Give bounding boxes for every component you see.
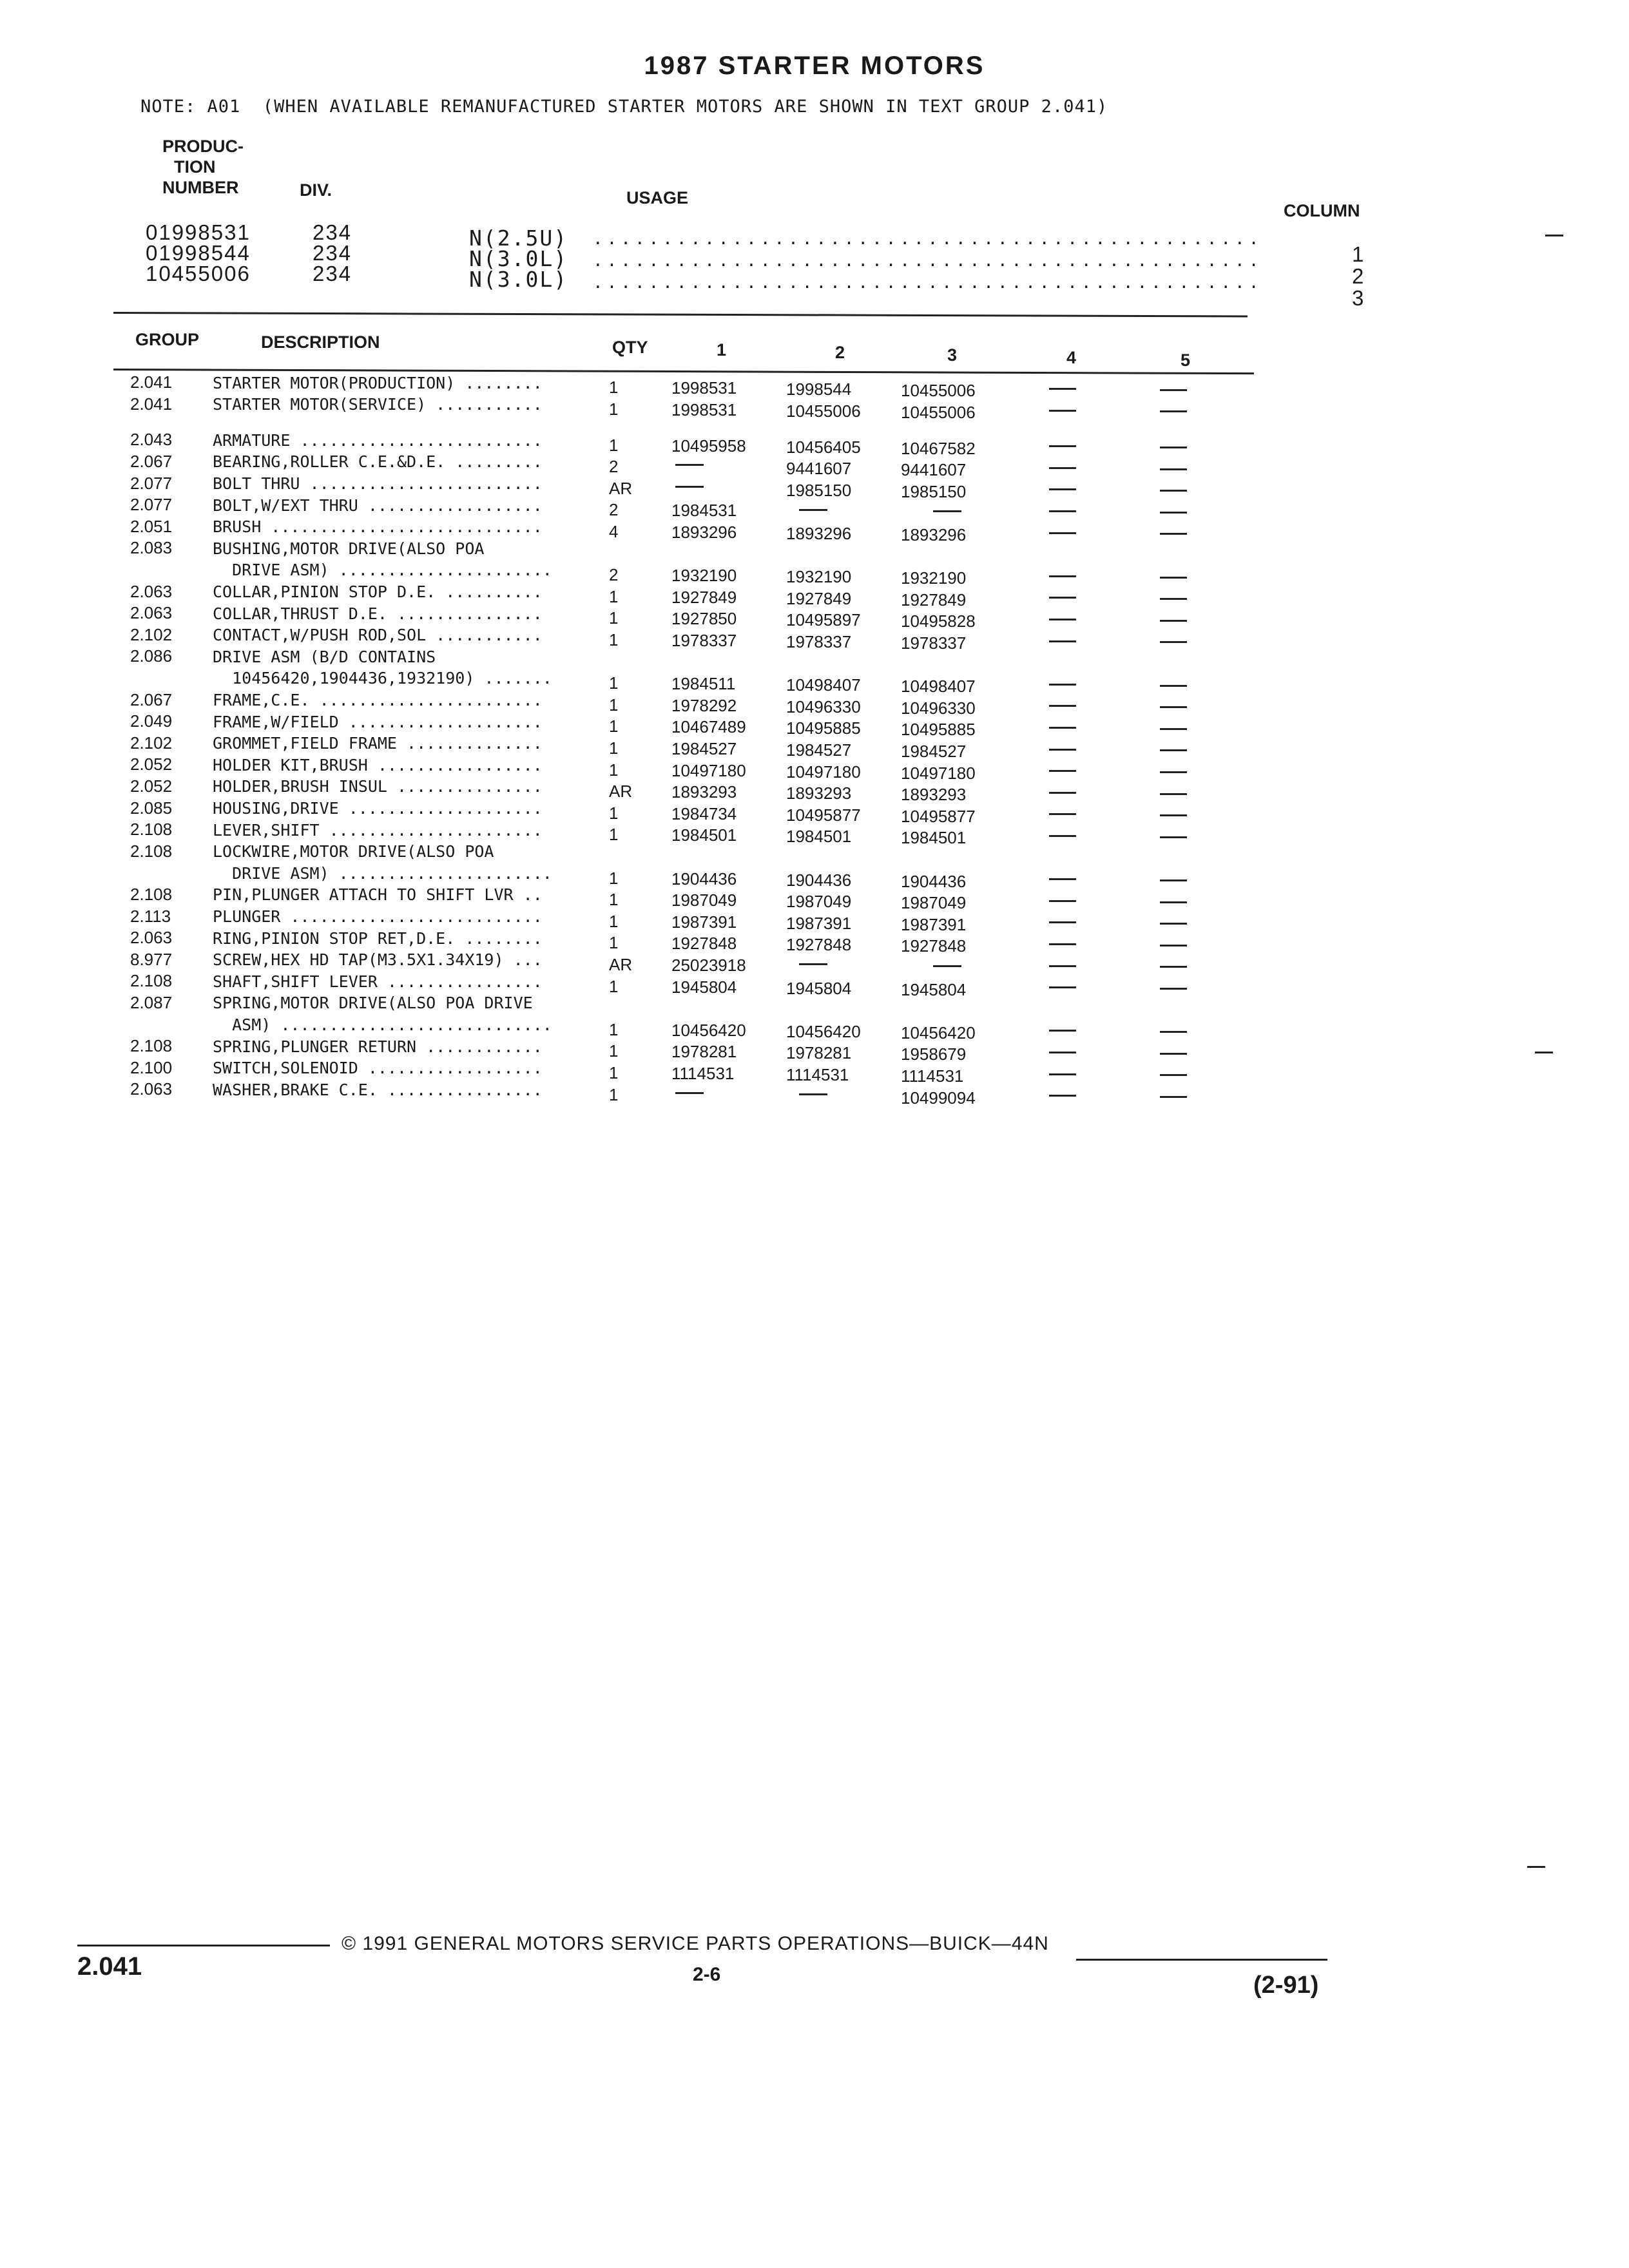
production-column: 1 (1352, 242, 1364, 266)
column-3-part: 10499094 (901, 1088, 976, 1108)
description-cell: BRUSH ............................ (213, 517, 543, 537)
production-number: 10455006 (146, 262, 251, 285)
column-1-part: 1927848 (671, 934, 737, 954)
column-3-part: 1904436 (901, 871, 967, 891)
group-cell: 2.063 (130, 581, 173, 601)
column-2-part: 1904436 (786, 870, 852, 890)
qty-cell: 4 (609, 521, 619, 541)
group-cell: 2.085 (130, 798, 173, 818)
column-2-header: 2 (835, 343, 845, 362)
column-2-part: 1987391 (786, 913, 852, 933)
group-cell: 2.102 (130, 624, 173, 644)
description-cell: CONTACT,W/PUSH ROD,SOL ........... (213, 626, 543, 645)
qty-cell: 1 (609, 695, 619, 715)
column-2-part: 1978337 (786, 632, 852, 652)
description-cell: DRIVE ASM) ...................... (213, 863, 552, 883)
column-2-part: 10455006 (786, 401, 861, 421)
qty-cell: 1 (609, 976, 619, 996)
column-4-dash (1049, 727, 1076, 729)
production-usage: N(3.0L) (469, 267, 568, 292)
production-column: 3 (1352, 286, 1364, 310)
group-cell: 2.051 (130, 516, 173, 536)
column-4-dash (1049, 813, 1076, 815)
table-top-rule (113, 312, 1248, 318)
column-2-part: 1998544 (786, 380, 852, 399)
qty-cell: 1 (609, 738, 619, 758)
column-5-header: 5 (1181, 351, 1191, 370)
column-5-dash (1160, 793, 1187, 795)
column-4-dash (1049, 532, 1076, 534)
column-5-dash (1160, 988, 1187, 990)
column-5-dash (1160, 814, 1187, 816)
footer-rule-left (77, 1945, 330, 1946)
qty-cell: AR (609, 478, 633, 498)
margin-mark (1545, 235, 1563, 236)
column-2-part: 1987049 (786, 892, 852, 912)
column-2-part: 1984527 (786, 740, 852, 760)
column-4-dash (1049, 597, 1076, 599)
qty-cell: 1 (609, 673, 619, 693)
group-cell: 2.077 (130, 473, 173, 493)
group-cell: 2.086 (130, 646, 173, 666)
column-2-part: 10495877 (786, 805, 861, 825)
column-1-part: 1893296 (671, 523, 737, 543)
column-5-dash (1160, 879, 1187, 881)
column-1-part: 1984501 (671, 825, 737, 845)
description-cell: LEVER,SHIFT ...................... (213, 820, 543, 840)
column-3-part: 1987391 (901, 914, 967, 934)
column-1-part: 1987049 (671, 890, 737, 910)
column-2-part: 1927848 (786, 935, 852, 955)
footer-page-number: 2-6 (693, 1964, 721, 1985)
column-4-dash (1049, 749, 1076, 751)
column-1-part: 1904436 (671, 869, 737, 889)
column-5-dash (1160, 389, 1187, 391)
description-cell: COLLAR,THRUST D.E. ............... (213, 604, 543, 623)
footer-group-code: 2.041 (77, 1952, 142, 1981)
group-cell: 2.043 (130, 430, 173, 450)
description-cell: ASM) ............................ (213, 1015, 552, 1035)
description-cell: STARTER MOTOR(PRODUCTION) ........ (213, 373, 543, 392)
column-2-part: 10456405 (786, 437, 861, 457)
description-cell: BOLT,W/EXT THRU .................. (213, 495, 543, 515)
description-cell: BOLT THRU ........................ (213, 474, 543, 494)
column-1-part: 1998531 (671, 400, 737, 420)
description-cell: SPRING,PLUNGER RETURN ............ (213, 1037, 543, 1056)
column-4-dash (1049, 619, 1076, 620)
column-3-part: 10456420 (901, 1023, 976, 1043)
column-2-part: 1984501 (786, 827, 852, 847)
column-1-part: 10497180 (671, 760, 746, 780)
column-1-part: 1978337 (671, 631, 737, 651)
column-1-part: 1927850 (671, 609, 737, 629)
empty-part-dash (799, 509, 827, 511)
group-cell: 2.067 (130, 452, 173, 472)
column-1-part: 10456420 (671, 1020, 746, 1040)
production-usage: N(2.5U) (469, 226, 568, 251)
column-5-dash (1160, 1053, 1187, 1055)
qty-cell: 1 (609, 716, 619, 736)
column-5-dash (1160, 447, 1187, 448)
column-1-part: 1932190 (671, 566, 737, 586)
column-4-dash (1049, 467, 1076, 469)
column-5-dash (1160, 1096, 1187, 1098)
qty-column-header: QTY (612, 338, 648, 357)
qty-cell: 1 (609, 760, 619, 780)
column-5-dash (1160, 749, 1187, 751)
group-cell: 2.063 (130, 603, 173, 623)
column-4-dash (1049, 1030, 1076, 1032)
column-5-dash (1160, 641, 1187, 643)
column-3-part: 1927848 (901, 936, 967, 956)
group-cell: 2.083 (130, 538, 173, 558)
column-2-part: 10495897 (786, 610, 861, 630)
column-2-part: 9441607 (786, 459, 852, 479)
group-cell: 2.102 (130, 733, 173, 753)
description-cell: SHAFT,SHIFT LEVER ................ (213, 972, 543, 991)
qty-cell: 1 (609, 435, 619, 455)
qty-cell: 1 (609, 608, 619, 628)
column-4-dash (1049, 445, 1076, 447)
column-3-part: 1987049 (901, 893, 967, 913)
description-cell: LOCKWIRE,MOTOR DRIVE(ALSO POA (213, 842, 494, 861)
group-cell: 2.049 (130, 711, 173, 731)
column-2-part: 1927849 (786, 588, 852, 608)
qty-cell: 1 (609, 825, 619, 845)
description-cell: PIN,PLUNGER ATTACH TO SHIFT LVR .. (213, 885, 543, 905)
column-5-dash (1160, 577, 1187, 579)
column-5-dash (1160, 1031, 1187, 1033)
group-cell: 2.108 (130, 820, 173, 840)
qty-cell: 1 (609, 868, 619, 888)
group-cell: 2.041 (130, 372, 173, 392)
description-cell: SPRING,MOTOR DRIVE(ALSO POA DRIVE (213, 994, 533, 1013)
qty-cell: 1 (609, 911, 619, 931)
column-3-part: 1945804 (901, 979, 967, 999)
qty-cell: 1 (609, 629, 619, 649)
description-cell: BUSHING,MOTOR DRIVE(ALSO POA (213, 539, 485, 558)
column-1-part: 1945804 (671, 977, 737, 997)
group-cell: 2.108 (130, 885, 173, 905)
column-3-part: 1893296 (901, 524, 967, 544)
column-5-dash (1160, 533, 1187, 535)
column-4-dash (1049, 943, 1076, 945)
column-3-part: 1958679 (901, 1044, 967, 1064)
column-5-dash (1160, 945, 1187, 947)
description-cell: PLUNGER .......................... (213, 907, 543, 927)
column-3-part: 10498407 (901, 677, 976, 697)
column-1-part: 25023918 (671, 956, 746, 975)
column-4-dash (1049, 1052, 1076, 1053)
column-1-header: 1 (717, 340, 727, 360)
column-2-part: 1893296 (786, 524, 852, 544)
qty-cell: 2 (609, 565, 619, 585)
column-5-dash (1160, 490, 1187, 492)
column-1-part: 1927849 (671, 587, 737, 607)
qty-cell: 1 (609, 1041, 619, 1061)
column-1-part: 1998531 (671, 378, 737, 398)
column-2-part: 10456420 (786, 1021, 861, 1041)
column-1-part: 10495958 (671, 436, 746, 456)
column-3-part: 10495885 (901, 720, 976, 740)
column-3-part: 10467582 (901, 438, 976, 458)
column-3-part: 1978337 (901, 633, 967, 653)
qty-cell: 1 (609, 803, 619, 823)
group-cell: 2.067 (130, 689, 173, 709)
group-cell: 8.977 (130, 949, 173, 969)
qty-cell: 1 (609, 399, 619, 419)
qty-cell: 1 (609, 586, 619, 606)
column-3-part: 1893293 (901, 785, 967, 805)
description-cell: SWITCH,SOLENOID .................. (213, 1059, 543, 1078)
qty-cell: AR (609, 782, 633, 802)
production-column: 2 (1352, 264, 1364, 288)
production-number: 01998544 (146, 241, 251, 265)
column-1-part: 1984527 (671, 739, 737, 759)
description-cell: STARTER MOTOR(SERVICE) ........... (213, 395, 543, 414)
column-5-dash (1160, 620, 1187, 622)
column-2-part: 1985150 (786, 480, 852, 500)
column-2-part: 1932190 (786, 567, 852, 587)
empty-part-dash (675, 486, 704, 488)
empty-part-dash (933, 965, 961, 967)
column-2-part: 10496330 (786, 697, 861, 716)
column-2-part: 1945804 (786, 978, 852, 998)
qty-cell: 2 (609, 500, 619, 520)
column-2-part: 1978281 (786, 1043, 852, 1063)
qty-cell: 1 (609, 378, 619, 398)
column-1-part: 10467489 (671, 717, 746, 737)
column-4-dash (1049, 705, 1076, 707)
column-4-dash (1049, 488, 1076, 490)
column-5-dash (1160, 728, 1187, 730)
column-2-part: 1114531 (786, 1065, 849, 1085)
column-5-dash (1160, 512, 1187, 514)
column-4-dash (1049, 575, 1076, 577)
footer-rule-right (1076, 1959, 1327, 1961)
column-4-dash (1049, 1095, 1076, 1097)
column-2-part: 10497180 (786, 762, 861, 782)
group-column-header: GROUP (135, 330, 200, 349)
description-cell: ARMATURE ......................... (213, 430, 543, 450)
group-cell: 2.052 (130, 754, 173, 774)
column-3-part: 1927849 (901, 590, 967, 610)
column-1-part: 1984531 (671, 501, 737, 521)
column-2-part: 10495885 (786, 718, 861, 738)
qty-cell: 1 (609, 1062, 619, 1082)
qty-cell: 1 (609, 933, 619, 953)
column-1-part: 1114531 (671, 1064, 735, 1084)
column-4-header: 4 (1066, 348, 1077, 367)
group-cell: 2.108 (130, 971, 173, 991)
column-2-part: 10498407 (786, 675, 861, 695)
column-4-dash (1049, 684, 1076, 686)
description-cell: GROMMET,FIELD FRAME .............. (213, 734, 543, 753)
production-number: 01998531 (146, 220, 251, 244)
column-1-part: 1987391 (671, 912, 737, 932)
group-cell: 2.077 (130, 495, 173, 515)
column-5-dash (1160, 706, 1187, 708)
margin-mark (1535, 1052, 1553, 1053)
column-4-dash (1049, 835, 1076, 837)
column-3-part: 10495828 (901, 611, 976, 631)
column-5-dash (1160, 598, 1187, 600)
production-header-line3: NUMBER (162, 178, 239, 197)
column-header: COLUMN (1284, 201, 1360, 220)
leader-dots: ................................................ (593, 229, 1263, 249)
note-text: NOTE: A01 (WHEN AVAILABLE REMANUFACTURED STARTER MOTORS ARE SHOWN IN TEXT GROUP 2.041) (140, 97, 1108, 117)
column-3-part: 1932190 (901, 568, 967, 588)
qty-cell: 1 (609, 1019, 619, 1039)
group-cell: 2.113 (130, 906, 171, 926)
column-5-dash (1160, 410, 1187, 412)
column-2-part: 1893293 (786, 783, 852, 803)
description-cell: 10456420,1904436,1932190) ....... (213, 669, 552, 688)
description-column-header: DESCRIPTION (261, 332, 380, 352)
column-3-part: 10496330 (901, 698, 976, 718)
description-cell: COLLAR,PINION STOP D.E. .......... (213, 582, 543, 602)
column-5-dash (1160, 966, 1187, 968)
column-1-part: 1978292 (671, 695, 737, 715)
column-5-dash (1160, 923, 1187, 925)
column-3-part: 10497180 (901, 763, 976, 783)
column-4-dash (1049, 921, 1076, 923)
empty-part-dash (933, 510, 961, 512)
description-cell: HOLDER KIT,BRUSH ................. (213, 755, 543, 774)
column-5-dash (1160, 836, 1187, 838)
column-5-dash (1160, 468, 1187, 470)
column-3-part: 10495877 (901, 806, 976, 826)
qty-cell: 2 (609, 457, 619, 477)
description-cell: SCREW,HEX HD TAP(M3.5X1.34X19) ... (213, 950, 543, 970)
group-cell: 2.052 (130, 776, 173, 796)
description-cell: DRIVE ASM (B/D CONTAINS (213, 647, 436, 666)
production-usage: N(3.0L) (469, 246, 568, 271)
footer-revision-date: (2-91) (1253, 1972, 1319, 1999)
production-div: 234 (313, 262, 352, 285)
column-5-dash (1160, 1074, 1187, 1076)
description-cell: FRAME,W/FIELD .................... (213, 712, 543, 731)
production-header-line1: PRODUC- (162, 137, 244, 156)
column-5-dash (1160, 685, 1187, 687)
description-cell: WASHER,BRAKE C.E. ................ (213, 1080, 543, 1099)
production-header-line2: TION (174, 157, 216, 177)
column-3-part: 10455006 (901, 381, 976, 401)
column-4-dash (1049, 878, 1076, 880)
column-3-part: 9441607 (901, 460, 967, 480)
empty-part-dash (675, 464, 704, 466)
leader-dots: ................................................ (593, 273, 1263, 293)
description-cell: FRAME,C.E. ....................... (213, 691, 543, 710)
column-1-part: 1984734 (671, 803, 737, 823)
page-title: 1987 STARTER MOTORS (644, 52, 985, 80)
description-cell: DRIVE ASM) ...................... (213, 561, 552, 580)
column-3-header: 3 (947, 345, 958, 365)
qty-cell: 1 (609, 890, 619, 910)
description-cell: BEARING,ROLLER C.E.&D.E. ......... (213, 452, 543, 472)
description-cell: HOUSING,DRIVE .................... (213, 799, 543, 818)
column-4-dash (1049, 388, 1076, 390)
column-3-part: 10455006 (901, 402, 976, 422)
column-3-part: 1984527 (901, 741, 967, 761)
column-4-dash (1049, 986, 1076, 988)
group-cell: 2.108 (130, 841, 173, 861)
description-cell: RING,PINION STOP RET,D.E. ........ (213, 928, 543, 948)
column-4-dash (1049, 792, 1076, 794)
column-5-dash (1160, 771, 1187, 773)
empty-part-dash (799, 1093, 827, 1095)
group-cell: 2.063 (130, 1079, 173, 1099)
column-4-dash (1049, 1073, 1076, 1075)
div-header: DIV. (300, 180, 333, 200)
column-4-dash (1049, 410, 1076, 412)
column-3-part: 1984501 (901, 828, 967, 848)
description-cell: HOLDER,BRUSH INSUL ............... (213, 777, 543, 796)
group-cell: 2.108 (130, 1036, 173, 1056)
group-cell: 2.041 (130, 394, 173, 414)
column-1-part: 1893293 (671, 782, 737, 802)
margin-mark (1527, 1866, 1545, 1868)
column-3-part: 1985150 (901, 481, 967, 501)
empty-part-dash (675, 1092, 704, 1094)
group-cell: 2.063 (130, 928, 173, 948)
column-4-dash (1049, 770, 1076, 772)
production-div: 234 (313, 220, 352, 244)
column-1-part: 1984511 (671, 674, 736, 694)
column-5-dash (1160, 901, 1187, 903)
production-div: 234 (313, 241, 352, 265)
empty-part-dash (799, 963, 827, 965)
column-3-part: 1114531 (901, 1066, 964, 1086)
group-cell: 2.087 (130, 993, 173, 1013)
group-cell: 2.100 (130, 1057, 173, 1077)
column-4-dash (1049, 510, 1076, 512)
qty-cell: 1 (609, 1084, 619, 1104)
column-4-dash (1049, 965, 1076, 967)
column-4-dash (1049, 900, 1076, 902)
column-4-dash (1049, 640, 1076, 642)
footer-copyright: © 1991 GENERAL MOTORS SERVICE PARTS OPERATIONS—BUICK—44N (342, 1933, 1049, 1954)
leader-dots: ................................................ (593, 251, 1263, 271)
usage-header: USAGE (626, 188, 689, 207)
qty-cell: AR (609, 954, 633, 974)
column-1-part: 1978281 (671, 1042, 737, 1062)
